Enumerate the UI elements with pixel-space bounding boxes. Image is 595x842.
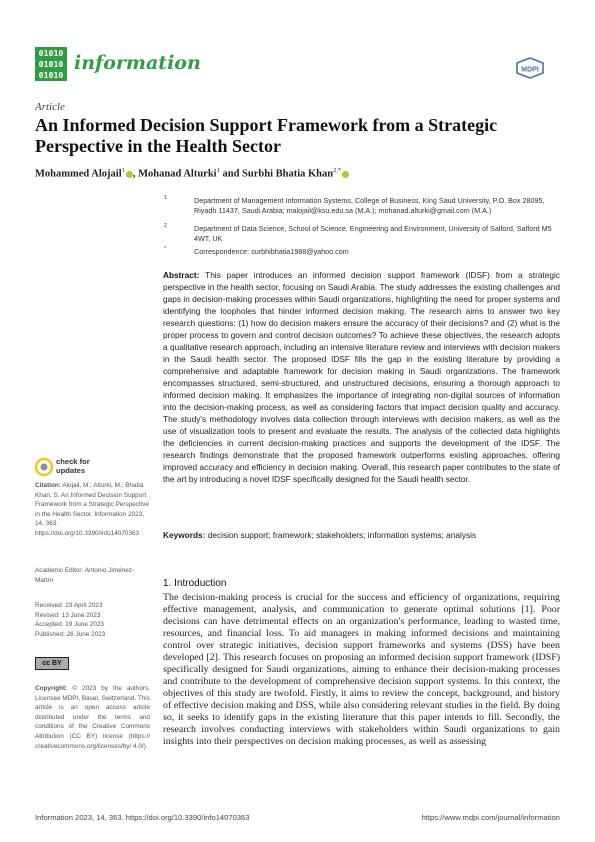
footer-journal-link[interactable]: https://www.mdpi.com/journal/information bbox=[421, 813, 560, 822]
check-updates-icon bbox=[35, 457, 53, 477]
citation-label: Citation: bbox=[35, 482, 61, 489]
author-affiliation: 2,* bbox=[333, 167, 342, 174]
keywords bbox=[163, 529, 560, 541]
logo-line: 01010 bbox=[38, 48, 64, 58]
author-affiliation: 1 bbox=[121, 167, 125, 174]
logo-line: 01010 bbox=[38, 59, 64, 69]
copyright-text: © 2023 by the authors. Licensee MDPI, Basel, Switzerland. This article is an open access article distributed under the terms and conditions of the Creative Commons Attribution (CC BY) license (https:// creativecommons.org/licenses/by/ 4.0/). bbox=[35, 685, 150, 750]
affiliation-number: * bbox=[164, 246, 167, 252]
journal-name: information bbox=[74, 52, 201, 74]
author-affiliation: 1 bbox=[216, 167, 220, 174]
affiliation bbox=[164, 223, 568, 243]
affiliation-number: 1 bbox=[164, 195, 168, 201]
citation bbox=[35, 481, 150, 539]
academic-editor: Academic Editor: Antonio Jiménez-Martín bbox=[35, 567, 135, 584]
orcid-icon[interactable] bbox=[342, 171, 349, 178]
footer-citation[interactable]: Information 2023, 14, 363. https://doi.org/10.3390/info14070363 bbox=[35, 813, 250, 822]
paper-title: An Informed Decision Support Framework from a Strategic Perspective in the Health Sector bbox=[35, 115, 498, 156]
check-updates-line: check for bbox=[56, 457, 90, 466]
author-list: Mohammed Alojail$^1$ , Mohanad Alturki$^1$ and Surbhi Bhatia Khan$^{2,*}$ bbox=[35, 167, 349, 180]
orcid-icon[interactable] bbox=[126, 171, 133, 178]
copyright bbox=[35, 684, 150, 751]
article-type: Article bbox=[35, 101, 65, 113]
cc-by-label: cc BY bbox=[35, 657, 69, 670]
mdpi-logo-text: MDPI bbox=[521, 66, 539, 74]
author-name: Mohammed Alojail bbox=[35, 168, 122, 180]
journal-logo-icon bbox=[35, 47, 67, 81]
affiliation-number: 2 bbox=[164, 223, 168, 229]
check-for-updates-button[interactable] bbox=[35, 456, 115, 478]
check-updates-line: updates bbox=[56, 466, 86, 475]
logo-line: 01010 bbox=[38, 70, 64, 80]
keywords-label: Keywords: bbox=[163, 530, 206, 540]
author-name: Surbhi Bhatia Khan bbox=[242, 168, 334, 180]
affiliation bbox=[164, 246, 568, 257]
affiliation bbox=[164, 195, 568, 215]
date-revised: Revised: 13 June 2023 bbox=[35, 611, 101, 619]
abstract bbox=[163, 269, 560, 485]
date-published: Published: 26 June 2023 bbox=[35, 630, 106, 638]
mdpi-logo-icon bbox=[515, 57, 545, 79]
date-accepted: Accepted: 19 June 2023 bbox=[35, 621, 104, 629]
introduction-body: The decision-making process is crucial for the success and efficiency of organizations, requiring effective management, analysis, and communication to generate optimal solutions [1]. Poor decisions can have detrimental effects on an organization's performance, leading to wasted time, resources, and financial loss. To aid managers in making informed decisions and maintaining control over strategic initiatives, decision support frameworks and systems (DSS) have been developed [2]. This research focuses on proposing an informed decision support framework (IDSF) specifically designed for Saudi organizations, aiming to enhance their decision-making processes and contribute to the development of comprehensive decision support systems. In this context, the objectives of this study are twofold. Firstly, it aims to review the concept, background, and history of effective decision making and DSS, while also considering relevant studies in the field. By doing so, it seeks to identify gaps in the existing literature that this paper intends to fill. Secondly, the research involves conducting interviews with stakeholders within Saudi organizations to gain insights into their perspectives on decision making processes, as well as assessing bbox=[163, 592, 560, 747]
affiliation-text: Department of Management Information Systems, College of Business, King Saud University, P.O. Box 28095, Riyadh 11437, Saudi Arabia; malojail@ksu.edu.sa (M.A.); mohanad.alturki@gmail.com (M.A.) bbox=[194, 196, 545, 215]
cc-by-license-icon[interactable] bbox=[35, 657, 69, 670]
abstract-text: This paper introduces an informed decision support framework (IDSF) from a strategic perspective in the health sector, focusing on Saudi Arabia. The study addresses the existing challenges and gaps in decision-making processes within Saudi organizations, highlighting the need for proper systems and identifying the loopholes that hinder informed decision making. The research aims to answer two key research questions: (1) how do decision makers ensure the accuracy of their decisions? and (2) what is the proper process to govern and control decision outcomes? To achieve these objectives, the research adopts a qualitative research approach, including an intensive literature review and interviews with decision makers in the Saudi health sector. The proposed IDSF fills the gap in the existing literature by providing a comprehensive and adaptable framework for decision making in Saudi organizations. The framework encompasses structured, semi-structured, and unstructured decisions, ensuring a thorough approach to informed decision making. It emphasizes the importance of integrating non-digital sources of information into the decision-making process, as well as considering factors that impact decision quality and accuracy. The study's methodology involves data collection through interviews with decision makers, as well as the use of visualization tools to present and evaluate the results. The analysis of the collected data highlights the deficiencies in current decision-making practices and supports the development of the IDSF. The research findings demonstrate that the proposed framework outperforms existing approaches, offering improved accuracy and efficiency in decision making. Overall, this research paper contributes to the state of the art by introducing a novel IDSF specifically designed for the Saudi health sector. bbox=[163, 270, 560, 484]
date-received: Received: 23 April 2023 bbox=[35, 602, 103, 609]
author-name: Mohanad Alturki bbox=[138, 168, 217, 180]
copyright-label: Copyright: bbox=[35, 685, 68, 692]
citation-text: Alojail, M.; Alturki, M.; Bhatia Khan, S. An Informed Decision Support Framework from a Strategic Perspective in the Health Sector. Information 2023, 14, 363. https://doi.org/10.3390/info14070363 bbox=[35, 482, 150, 537]
section-heading-introduction: 1. Introduction bbox=[163, 578, 227, 589]
affiliation-text: Department of Data Science, School of Science, Engineering and Environment, University of Salford, Salford M5 4WT, UK bbox=[194, 224, 552, 243]
abstract-label: Abstract: bbox=[163, 270, 200, 280]
dates bbox=[35, 601, 150, 639]
affiliation-text: Correspondence: surbhibhatia1988@yahoo.com bbox=[194, 247, 349, 256]
keywords-text: decision support; framework; stakeholders; information systems; analysis bbox=[207, 530, 477, 540]
